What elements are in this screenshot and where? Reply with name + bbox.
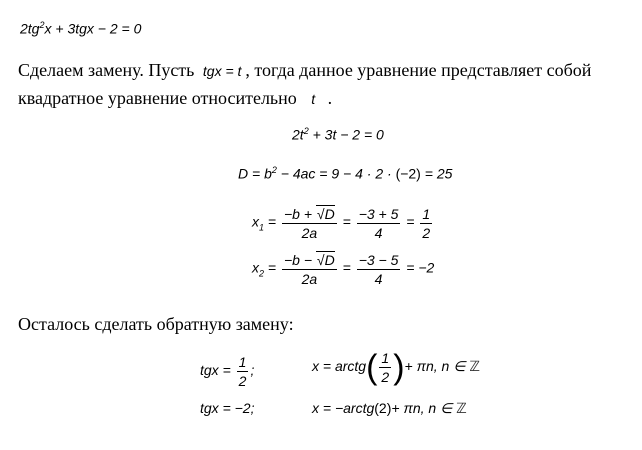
- variable: t: [311, 91, 316, 107]
- denominator: 4: [374, 224, 383, 241]
- fraction: [237, 354, 249, 389]
- result: = −2: [406, 259, 435, 276]
- eq-exponent: 2: [39, 20, 45, 30]
- fraction: [420, 206, 432, 241]
- numerator: −b −: [283, 252, 316, 268]
- eq-part: D = b: [238, 165, 272, 182]
- eq-part: tgx =: [200, 362, 231, 379]
- original-equation: [20, 20, 141, 37]
- denominator: 4: [374, 270, 383, 287]
- sqrt-icon: √D: [316, 252, 335, 268]
- equals: =: [267, 259, 277, 276]
- eq-part: = 25: [420, 165, 453, 182]
- numerator: −3 + 5: [358, 205, 399, 222]
- denominator: 2a: [301, 271, 318, 287]
- text: Сделаем замену. Пусть: [18, 60, 195, 80]
- text: .: [327, 88, 333, 108]
- eq-paren: (−2): [395, 165, 421, 182]
- eq-part: 2tg: [20, 20, 40, 37]
- var-x: x: [252, 213, 259, 230]
- numerator: 1: [381, 350, 390, 366]
- eq-part: − 4ac = 9 − 4 · 2 ·: [276, 165, 396, 182]
- eq-part: + πn, n ∈: [391, 400, 453, 416]
- eq-part: + πn, n ∈: [404, 358, 466, 375]
- radicand: D: [324, 252, 335, 268]
- semicolon: ;: [250, 362, 255, 379]
- numerator: −b +: [283, 206, 316, 222]
- integers-set-icon: ℤ: [456, 401, 467, 417]
- fraction: [379, 350, 391, 385]
- eq-part: x = −arctg: [312, 400, 375, 416]
- eq-part: tgx = −2;: [200, 400, 255, 416]
- equals: =: [342, 213, 351, 230]
- eq-paren: (2): [374, 400, 392, 416]
- paragraph-back-substitution: [18, 314, 294, 335]
- integers-set-icon: ℤ: [469, 359, 480, 376]
- back-substitution-2-right: [312, 400, 467, 417]
- eq-part: 2t: [292, 126, 304, 143]
- var-x: x: [252, 259, 259, 276]
- paragraph-substitution-line2: [18, 88, 332, 109]
- numerator: 1: [238, 354, 247, 370]
- denominator: 2: [422, 224, 431, 241]
- denominator: 2: [238, 373, 247, 389]
- x2-formula: [252, 251, 434, 287]
- index: 2: [259, 268, 265, 279]
- equals: =: [267, 213, 277, 230]
- substitution-formula: tgx = t: [202, 63, 242, 79]
- discriminant-equation: [238, 165, 452, 182]
- text: Осталось сделать обратную замену:: [18, 314, 294, 334]
- paragraph-substitution-line1: [18, 60, 591, 81]
- back-substitution-1-right: [312, 350, 480, 385]
- index: 1: [259, 222, 265, 233]
- text: квадратное уравнение относительно: [18, 88, 297, 108]
- quadratic-equation: [292, 126, 384, 143]
- fraction: [282, 251, 337, 287]
- numerator: 1: [422, 205, 431, 222]
- text: , тогда данное уравнение представляет собой: [245, 60, 592, 80]
- x1-formula: [252, 205, 434, 241]
- paren-left: (: [366, 348, 378, 387]
- radicand: D: [324, 206, 335, 222]
- eq-part: x + 3tgx − 2 = 0: [44, 20, 142, 37]
- eq-exponent: 2: [303, 126, 309, 136]
- denominator: 2a: [301, 225, 318, 241]
- back-substitution-1-left: [200, 354, 254, 389]
- fraction: [282, 205, 337, 241]
- equals: =: [342, 259, 351, 276]
- equals: =: [406, 213, 415, 230]
- fraction: [357, 252, 401, 287]
- fraction: [357, 206, 401, 241]
- eq-part: + 3t − 2 = 0: [308, 126, 384, 143]
- eq-part: x = arctg: [312, 358, 367, 375]
- sqrt-icon: √D: [316, 206, 335, 222]
- numerator: −3 − 5: [358, 251, 399, 268]
- eq-exponent: 2: [271, 165, 277, 175]
- paren-right: ): [393, 348, 405, 387]
- back-substitution-2-left: [200, 400, 254, 416]
- denominator: 2: [381, 369, 390, 385]
